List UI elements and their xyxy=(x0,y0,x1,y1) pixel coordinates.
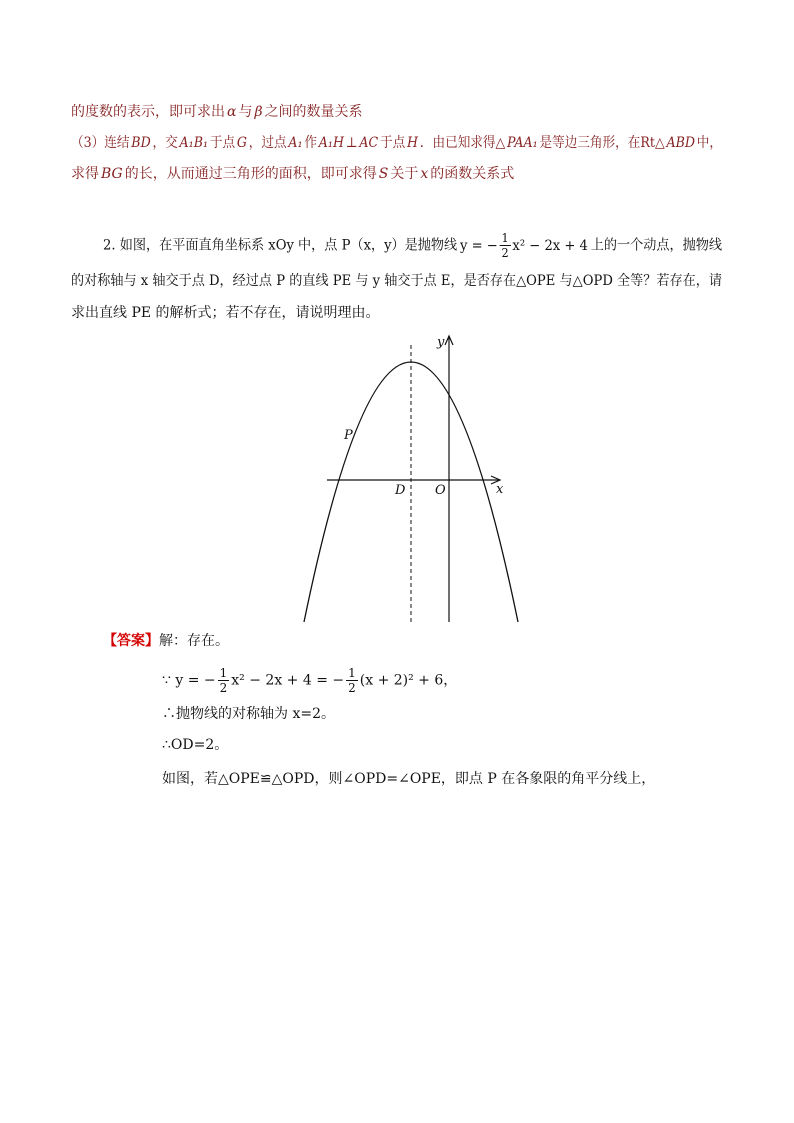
hint-variable: A₁B₁ xyxy=(179,135,209,151)
origin-o-label: O xyxy=(435,483,446,498)
hint-text: 中， xyxy=(696,135,722,151)
perpendicular-symbol: ⊥ xyxy=(345,135,358,151)
question-line-3: 求出直线 PE 的解析式；若不存在，请说明理由。 xyxy=(71,305,380,321)
hint-text: 于点 xyxy=(209,135,236,151)
hint-text: 于点 xyxy=(380,135,406,151)
hint-variable: A₁H xyxy=(318,135,344,151)
hint-text: 求得 xyxy=(71,166,99,182)
fraction-denominator: 2 xyxy=(501,246,509,260)
hint-variable: BG xyxy=(101,166,123,182)
question-line-1 xyxy=(103,231,722,260)
hint-variable: H xyxy=(407,135,419,151)
answer-line-axis: ∴抛物线的对称轴为 x=2。 xyxy=(162,706,335,722)
hint-line-3 xyxy=(71,164,514,184)
hint-text: 是等边三角形，在Rt△ xyxy=(539,135,665,151)
fraction-denominator: 2 xyxy=(348,681,356,695)
answer-label: 【答案】 xyxy=(103,633,159,649)
hint-variable-alpha: α xyxy=(227,104,237,120)
fraction-numerator: 1 xyxy=(501,231,509,245)
hint-variable: AC xyxy=(359,135,379,151)
hint-variable: ABD xyxy=(666,135,695,151)
question-line-2: 的对称轴与 x 轴交于点 D，经过点 P 的直线 PE 与 y 轴交于点 E，是否存在△OPE 与△OPD 全等？若存在，请 xyxy=(71,273,722,289)
hint-variable: PAA₁ xyxy=(507,135,538,151)
hint-text: 的度数的表示，即可求出 xyxy=(71,104,225,120)
y-axis-label: y xyxy=(437,335,445,350)
hint-variable: x xyxy=(420,166,429,182)
equation-rhs: x² − 2x + 4 xyxy=(512,237,588,254)
hint-variable-beta: β xyxy=(254,104,263,120)
x-axis-label: x xyxy=(496,482,504,497)
hint-line-2 xyxy=(71,133,722,153)
answer-equation xyxy=(162,666,458,695)
fraction-numerator: 1 xyxy=(348,666,356,680)
hint-text: ．由已知求得△ xyxy=(419,135,506,151)
hint-text: 的函数关系式 xyxy=(430,166,515,182)
answer-line-congruent: 如图，若△OPE≌△OPD，则∠OPD=∠OPE，即点 P 在各象限的角平分线上， xyxy=(162,771,656,787)
equation-part: (x + 2)² + 6， xyxy=(359,672,458,689)
hint-variable: G xyxy=(236,135,247,151)
question-text: 2. 如图，在平面直角坐标系 xOy 中，点 P（x，y）是抛物线 xyxy=(103,237,458,254)
fraction-numerator: 1 xyxy=(219,666,228,680)
fraction-one-half xyxy=(346,667,358,694)
point-d-label: D xyxy=(395,483,406,498)
hint-text: ，交 xyxy=(152,135,178,151)
hint-text: （3）连结 xyxy=(71,135,130,151)
answer-intro: 解：存在。 xyxy=(159,633,229,649)
hint-text: 之间的数量关系 xyxy=(264,104,363,120)
hint-variable: BD xyxy=(131,135,151,151)
hint-variable: A₁ xyxy=(288,135,303,151)
question-text: 上的一个动点，抛物线 xyxy=(590,237,722,254)
hint-variable: S xyxy=(378,166,389,182)
fraction-one-half xyxy=(218,667,230,694)
hint-text: 与 xyxy=(238,104,253,120)
parabola-equation xyxy=(459,231,588,260)
equation-part: x² − 2x + 4 = − xyxy=(231,672,345,689)
point-p-label: P xyxy=(344,428,353,443)
answer-line-od: ∴OD=2。 xyxy=(162,737,229,753)
hint-text: 关于 xyxy=(390,166,419,182)
hint-line-1 xyxy=(71,102,363,122)
hint-text: 的长，从而通过三角形的面积，即可求得 xyxy=(124,166,377,182)
answer-header xyxy=(103,631,229,651)
fraction-one-half xyxy=(500,232,511,259)
equation-lhs: y = − xyxy=(459,237,498,254)
hint-text: 作 xyxy=(304,135,317,151)
parabola-figure xyxy=(290,330,530,630)
hint-text: ，过点 xyxy=(248,135,287,151)
fraction-denominator: 2 xyxy=(219,681,228,695)
equation-part: ∵ y = − xyxy=(162,672,216,689)
